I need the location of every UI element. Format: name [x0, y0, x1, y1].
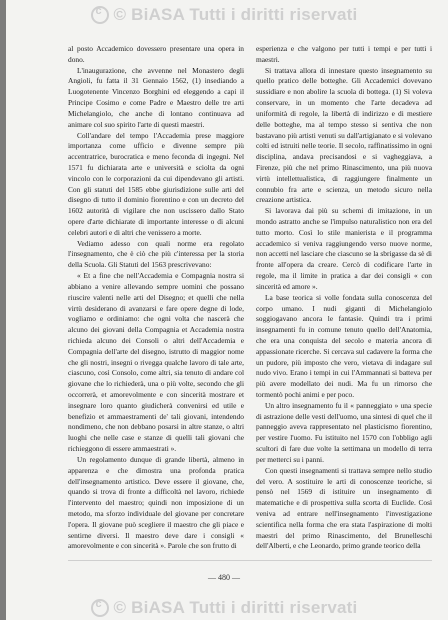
left-column — [68, 44, 244, 552]
watermark-bottom — [0, 597, 448, 619]
watermark-text-top: © BiASA Tutti i diritti riservati — [113, 5, 358, 24]
binding-gutter — [0, 0, 6, 620]
copyright-icon — [91, 599, 109, 617]
left-paragraph: Vediamo adesso con quali norme era regolato l'insegnamento, che è ciò che più c'interessa per la storia della Scuola. Gli Statuti del 1563 prescrivevano: — [68, 238, 244, 270]
left-paragraph: al posto Accademico dovessero presentare una opera in dono. — [68, 44, 244, 64]
watermark-text-bottom: © BiASA Tutti i diritti riservati — [113, 598, 358, 617]
left-paragraph: L'inaugurazione, che avvenne nel Monastero degli Angioli, fu fatta il 31 Gennaio 1562, (1) insediando a Luogotenente Vincenzo Borghini ed eleggendo a capi il Principe Cosimo e come Padre e Maestro delle tre arti Michelangiolo, che anche di lontano continuava ad animare col suo spirito l'arte di questi maestri. — [68, 65, 244, 129]
right-paragraph: Si trattava allora di innestare questo insegnamento su quello pratico delle botteghe. Gli Accademici dovevano sussidiare e non abolire la scuola di bottega. (1) Si voleva conservare, in un momento che l'arte decadeva ad uniformità di regole, la libertà di indirizzo e di mestiere delle botteghe, ma al tempo stesso si sentiva che non bastavano più artisti venuti su dall'artigianato e si volevano colti ed istruiti nelle teorie. Il secolo, raffinatissimo in ogni disciplina, andava precisandosi e si vagheggiava, a Firenze, più che nel primo Rinascimento, una più nuova virtù intellettualistica, di raggiungere finalmente un connubio fra arte e scienza, un metodo sicuro nella creazione artistica. — [256, 65, 432, 205]
left-paragraph: « Et a fine che nell'Accademia e Compagnia nostra si abbiano a venire allevando sempre uomini che possano riuscire valenti nelle arti del Disegno; et quelli che nella virtù desiderano di avanzarsi e fare opere degne di lode, vogliamo e ordiniamo: che ogni volta che nascerà che alcuno dei giovani della Compagnia et Accademia nostra richieda alcuno dei Consoli o altri dell'Accademia e Compagnia dell'arte del disegno, istrutto di maggior nome che gli nostri, insegni o rivegga qualche lavoro di tale arte, ciascuno, così Consolo, come altri, sia tenuto di andare col giovane che lo richiederà, una o più volte, secondo che gli occorrerà, et amorevolmente e con sincerità mostrare et insegnare loro quanto giudicherà convenirsi ed utile e benefizio et ammaestramenti de' tali giovani, intendendo nondimeno, che non debbano posarsi in altre stanze, o altri luoghi che nelle case e stanze di quelli tali giovani che richieggono di essere ammaestrati ». — [68, 271, 244, 454]
right-column — [256, 44, 432, 552]
footer-divider — [68, 560, 432, 561]
right-paragraph: Con questi insegnamenti si trattava sempre nello studio del vero. A sostituire le arti di conoscenze teoriche, si pensò nel 1569 di istituire un insegnamento di matematiche e di prospettiva sulla scorta di Euclide. Così veniva ad entrare nell'insegnamento l'investigazione scientifica nella forma che era stata l'aspirazione di molti maestri del primo Rinascimento, del Brunelleschi dell'Alberti, e che Leonardo, primo grande teorico della — [256, 465, 432, 551]
copyright-icon — [91, 6, 109, 24]
right-paragraph: La base teorica si volle fondata sulla conoscenza del corpo umano. I nudi giganti di Michelangiolo soggiogavano ancora le fantasie. Quindi tra i primi insegnamenti fu in comune tenuto quello dell'Anatomia, che era una conquista del secolo e materia ancora di appassionate ricerche. Si cercava sul cadavere la forma che un pudore, più imposto che vero, vietava di indagare sul nudo vivo. Erano i tempi in cui l'Ammannati si batteva per più avere modellato dei nudi. Ma fu un rimorso che tormentò pochi animi e per poco. — [256, 292, 432, 399]
page-number: — 480 — — [208, 573, 240, 582]
right-paragraph: esperienza e che valgono per tutti i tempi e per tutti i maestri. — [256, 44, 432, 64]
right-paragraph: Si lavorava dai più su schemi di imitazione, in un mondo astratto anche se l'impulso naturalistico non era del tutto morto. Così lo stile manierista e il programma accademico si veniva raggiungendo verso nuove norme, non accetti nel lasciare che ciascuno se la sbrigasse da sè di fronte all'opera da creare. Cercò di codificare l'arte in regole, ma il limite in pratica a dar dei consigli « con sincerità ed amore ». — [256, 206, 432, 291]
right-paragraph: Un altro insegnamento fu il « panneggiato » una specie di astrazione delle vesti dell'uomo, una sintesi di quel che il panneggio aveva rappresentato nel plasticismo fiorentino, per vestire l'uomo. Fu istituito nel 1570 con l'obbligo agli scultori di fare due volte la settimana un modello di terra per metterci su i panni. — [256, 400, 432, 464]
left-paragraph: Coll'andare del tempo l'Accademia prese maggiore importanza come ufficio e divenne sempre più accentratrice, burocratica e meno feconda di ingegni. Nel 1571 fu dichiarata arte e università e sciolta da ogni vincolo con le corporazioni da cui dipendevano gli artisti. Con gli statuti del 1585 ebbe giurisdizione sulle arti del disegno di tutto il dominio fiorentino e con un decreto del 1602 autorità di vigilare che non uscissero dallo Stato opere d'arte dichiarate di importante interesse o di alcuni celebri autori e di altri che venissero a morte. — [68, 130, 244, 237]
watermark-top — [0, 4, 448, 26]
left-paragraph: Un regolamento dunque di grande libertà, almeno in apparenza e che dimostra una profonda pratica dell'insegnamento artistico. Deve essere il giovane, che, quando si trova di fronte a difficoltà nel lavoro, richiede l'intervento del maestro; quindi non imposizione di un metodo, ma sforzo individuale del giovane per concretare l'opera. Il giovane può scegliere il maestro che gli piace e sentirne diversi. Il maestro deve dare i consigli « amorevolmente e con sincerità ». Parole che son frutto di — [68, 454, 244, 551]
